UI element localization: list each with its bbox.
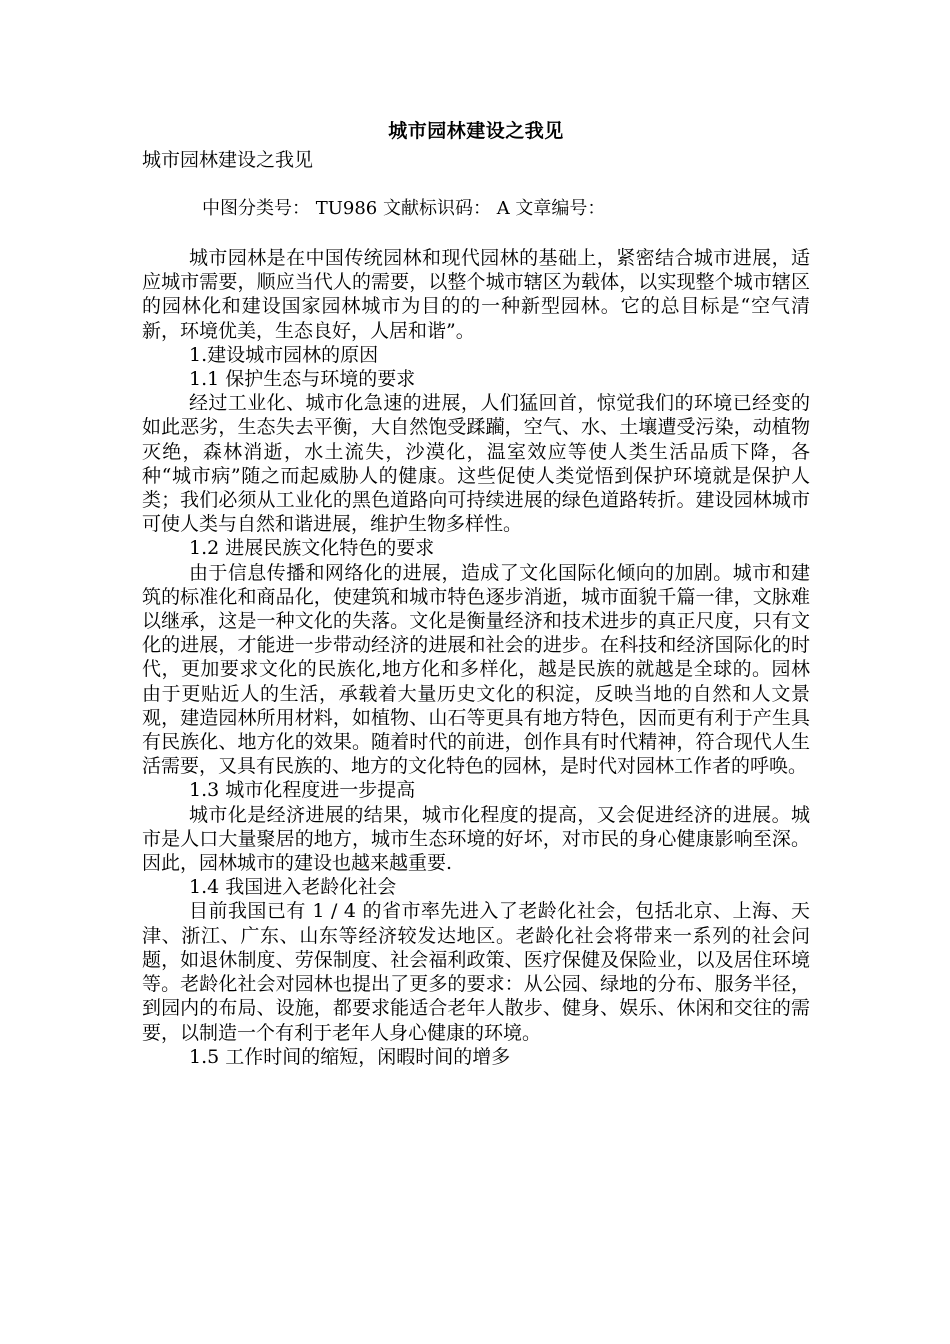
paragraph-1-3: 城市化是经济进展的结果，城市化程度的提高，又会促进经济的进展。城市是人口大量聚居的地方，城市生态环境的好坏，对市民的身心健康影响至深。因此，园林城市的建设也越来越重要. [142, 803, 810, 875]
section-heading-1-1: 1.1 保护生态与环境的要求 [189, 368, 416, 391]
paragraph-1-1: 经过工业化、城市化急速的进展，人们猛回首，惊觉我们的环境已经变的如此恶劣，生态失去平衡，大自然饱受蹂躏，空气、水、土壤遭受污染，动植物灭绝，森林消逝，水土流失，沙漠化，温室效应等使人类生活品质下降，各种“城市病”随之而起威胁人的健康。这些促使人类觉悟到保护环境就是保护人类；我们必须从工业化的黑色道路向可持续进展的绿色道路转折。建设园林城市可使人类与自然和谐进展，维护生物多样性。 [142, 392, 810, 536]
section-heading-1: 1.建设城市园林的原因 [189, 343, 379, 366]
classification-line: 中图分类号： TU986 文献标识码： A 文章编号： [202, 198, 606, 219]
paragraph-1-4: 目前我国已有 1 / 4 的省市率先进入了老龄化社会，包括北京、上海、天津、浙江、广东、山东等经济较发达地区。老龄化社会将带来一系列的社会问题，如退休制度、劳保制度、社会福利政策、医疗保健及保险业，以及居住环境等。老龄化社会对园林也提出了更多的要求：从公园、绿地的分布、服务半径，到园内的布局、设施，都要求能适合老年人散步、健身、娱乐、休闲和交往的需要，以制造一个有利于老年人身心健康的环境。 [142, 900, 810, 1044]
section-heading-1-5: 1.5 工作时间的缩短，闲暇时间的增多 [189, 1045, 511, 1068]
paragraph-intro: 城市园林是在中国传统园林和现代园林的基础上，紧密结合城市进展，适应城市需要，顺应当代人的需要，以整个城市辖区为载体，以实现整个城市辖区的园林化和建设国家园林城市为目的的一种新型园林。它的总目标是“空气清新，环境优美，生态良好，人居和谐”。 [142, 247, 810, 342]
section-heading-1-3: 1.3 城市化程度进一步提高 [189, 779, 416, 802]
document-page [142, 118, 810, 1069]
document-title: 城市园林建设之我见 [388, 120, 564, 142]
section-heading-1-4: 1.4 我国进入老龄化社会 [189, 876, 397, 899]
document-subtitle: 城市园林建设之我见 [142, 149, 314, 171]
document-body [142, 246, 810, 1069]
section-heading-1-2: 1.2 进展民族文化特色的要求 [189, 537, 435, 560]
paragraph-1-2: 由于信息传播和网络化的进展，造成了文化国际化倾向的加剧。城市和建筑的标准化和商品化，使建筑和城市特色逐步消逝，城市面貌千篇一律，文脉难以继承，这是一种文化的失落。文化是衡量经济和技术进步的真正尺度，只有文化的进展，才能进一步带动经济的进展和社会的进步。在科技和经济国际化的时代，更加要求文化的民族化,地方化和多样化，越是民族的就越是全球的。园林由于更贴近人的生活，承载着大量历史文化的积淀，反映当地的自然和人文景观，建造园林所用材料，如植物、山石等更具有地方特色，因而更有利于产生具有民族化、地方化的效果。随着时代的前进，创作具有时代精神，符合现代人生活需要，又具有民族的、地方的文化特色的园林，是时代对园林工作者的呼唤。 [142, 561, 810, 778]
